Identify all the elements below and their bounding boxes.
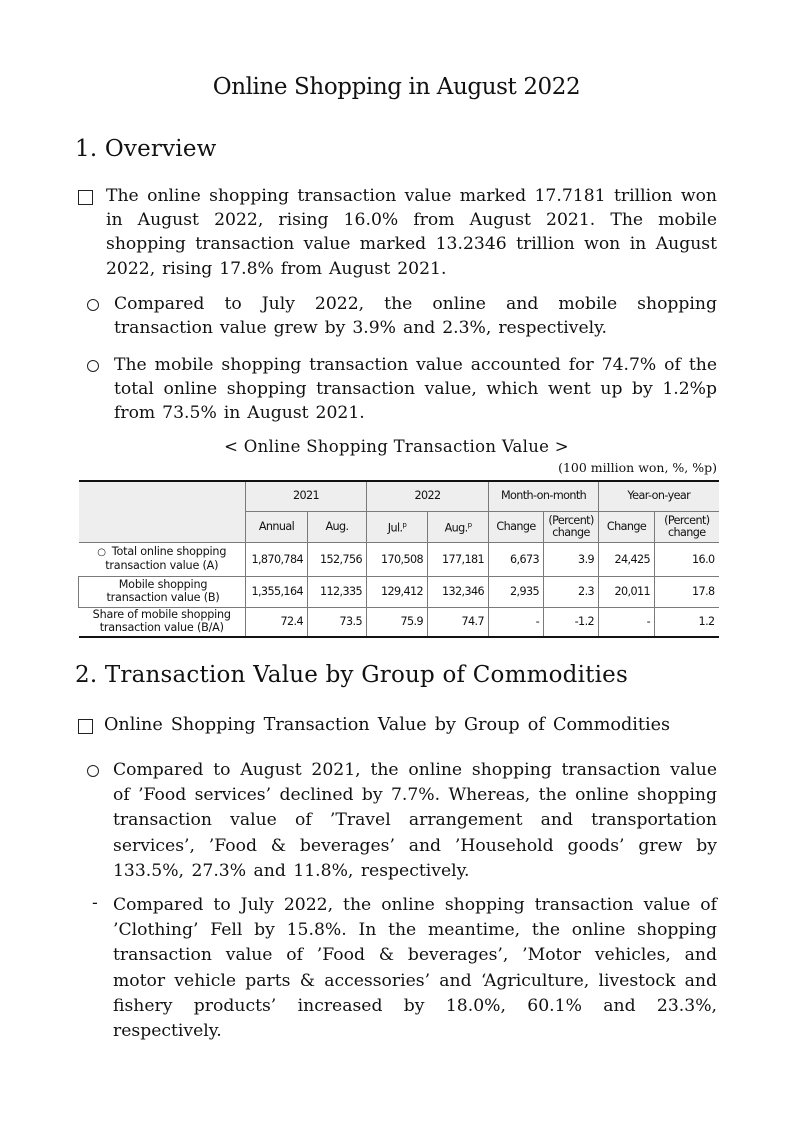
header-year-on-year: Year-on-year: [599, 481, 719, 511]
table-row: [79, 542, 719, 576]
table-row: [79, 576, 719, 607]
circle-bullet-icon: [87, 765, 99, 777]
table-cell: 152,756: [308, 542, 367, 576]
header-2022: 2022: [367, 481, 489, 511]
table-cell: 24,425: [599, 542, 655, 576]
table-cell: 20,011: [599, 576, 655, 607]
table-corner-cell: [79, 481, 246, 542]
header-jul-2022: Jul.$^p$: [367, 511, 428, 542]
header-mom-pct-change: (Percent) change: [544, 511, 599, 542]
table-cell: 170,508: [367, 542, 428, 576]
commodities-paragraph-1: Compared to August 2021, the online shopping transaction value of ’Food services’ declined by 7.7%. Whereas, the online shopping transaction value of ’Travel arrangement and transportation services’, ’Food & beverages’ and ’Household goods’ grew by 133.5%, 27.3% and 11.8%, respectively.: [113, 760, 717, 881]
table-cell: -: [489, 607, 544, 637]
table-cell: 3.9: [544, 542, 599, 576]
table-cell: 73.5: [308, 607, 367, 637]
commodities-heading: 2. Transaction Value by Group of Commodities: [75, 662, 628, 688]
overview-paragraph-3: The mobile shopping transaction value accounted for 74.7% of the total online shopping transaction value, which went up by 1.2%p from 73.5% in August 2021.: [114, 355, 717, 424]
header-yoy-change: Change: [599, 511, 655, 542]
square-bullet-icon: [78, 190, 93, 205]
table-cell: 1,870,784: [246, 542, 308, 576]
commodities-subheading: Online Shopping Transaction Value by Group of Commodities: [104, 715, 671, 735]
transaction-value-table: [78, 480, 719, 638]
table-row: [79, 607, 719, 637]
table-cell: 1.2: [655, 607, 719, 637]
page-title: Online Shopping in August 2022: [212, 74, 581, 100]
header-yoy-pct-change: (Percent) change: [655, 511, 719, 542]
table-cell: 177,181: [428, 542, 489, 576]
row-label-total: ○ Total online shopping transaction value (A): [79, 542, 246, 576]
table-cell: 1,355,164: [246, 576, 308, 607]
header-aug-2022: Aug.$^p$: [428, 511, 489, 542]
table-cell: 16.0: [655, 542, 719, 576]
header-mom-change: Change: [489, 511, 544, 542]
table-cell: -: [599, 607, 655, 637]
table-cell: 72.4: [246, 607, 308, 637]
table-cell: 132,346: [428, 576, 489, 607]
table-cell: 6,673: [489, 542, 544, 576]
commodities-paragraph-2: Compared to July 2022, the online shopping transaction value of ’Clothing’ Fell by 15.8%. In the meantime, the online shopping transaction value of ’Food & beverages’, ’Motor vehicles, and motor vehicle parts & accessories’ and ‘Agriculture, livestock and fishery products’ increased by 18.0%, 60.1% and 23.3%, respectively.: [113, 895, 717, 1042]
table-caption: < Online Shopping Transaction Value >: [224, 437, 569, 456]
header-annual: Annual: [246, 511, 308, 542]
header-2021: 2021: [246, 481, 367, 511]
table-cell: 2.3: [544, 576, 599, 607]
table-cell: -1.2: [544, 607, 599, 637]
header-aug-2021: Aug.: [308, 511, 367, 542]
table-cell: 75.9: [367, 607, 428, 637]
row-label-share: Share of mobile shopping transaction value (B/A): [79, 607, 246, 637]
circle-bullet-icon: [87, 360, 99, 372]
table-cell: 2,935: [489, 576, 544, 607]
row-label-mobile: Mobile shopping transaction value (B): [79, 576, 246, 607]
table-cell: 129,412: [367, 576, 428, 607]
square-bullet-icon: [78, 719, 93, 734]
overview-paragraph-2: Compared to July 2022, the online and mobile shopping transaction value grew by 3.9% and 2.3%, respectively.: [114, 294, 717, 339]
dash-bullet: -: [92, 893, 98, 913]
circle-bullet-icon: [87, 299, 99, 311]
header-month-on-month: Month-on-month: [489, 481, 599, 511]
table-unit: (100 million won, %, %p): [558, 460, 717, 475]
table-cell: 17.8: [655, 576, 719, 607]
table-cell: 74.7: [428, 607, 489, 637]
table-cell: 112,335: [308, 576, 367, 607]
overview-paragraph-1: The online shopping transaction value marked 17.7181 trillion won in August 2022, rising 16.0% from August 2021. The mobile shopping transaction value marked 13.2346 trillion won in August 2022, rising 17.8% from August 2021.: [106, 186, 717, 279]
overview-heading: 1. Overview: [75, 136, 217, 162]
